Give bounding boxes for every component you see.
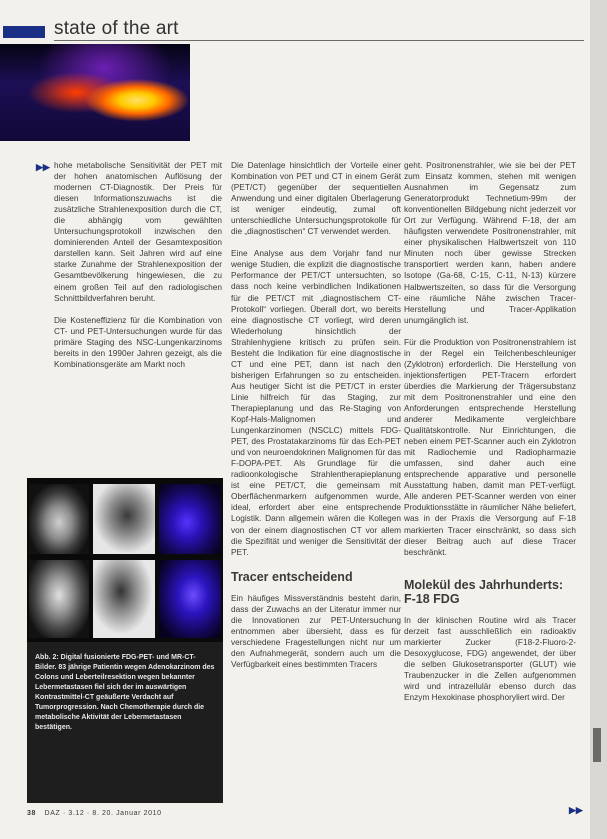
figure-caption-box — [27, 642, 223, 803]
paragraph: Die Datenlage hinsichtlich der Vorteile einer Kombination von PET und CT in einem Gerät (PET/CT) gegenüber der sequentiellen Anwendung und einer digitalen Überlagerung ist weniger eindeutig, zumal oft unterschiedliche Untersuchungsprotokolle für die „diagnostischen“ CT verwendet werden. — [231, 160, 401, 237]
subheading-fdg: Molekül des Jahrhunderts: F-18 FDG — [404, 577, 564, 606]
text-column-2 — [231, 160, 401, 681]
next-page-arrow-icon: ▶▶ — [569, 805, 583, 815]
text-column-3 — [404, 160, 576, 714]
paragraph: Für die Produktion von Positronenstrahlern ist in der Regel ein Teilchenbeschleuniger (Zyklotron) erforderlich. Die Herstellung von injektionsfertigen PET-Tracern erfordert überdies die Markierung der Trägersubstanz mit dem Positronenstrahler und eine den Anforderungen entsprechende Herstellung anderer Medikamente vergleichbare Qualitätskontrolle. Nur Einrichtungen, die neben einem PET-Scanner auch ein Zyklotron mit Radiochemie und Radiopharmazie umfassen, sind daher auch eine entsprechende apparative und personelle Ausstattung haben, damit man PET-verfügt. Alle anderen PET-Scanner werden von einer Produktionsstätte in räumlicher Nähe beliefert, was in der Praxis die Versorgung auf F-18 markierten Tracer einschränkt, so dass sich dieser Beitrag auch auf diese Tracer beschränkt. — [404, 336, 576, 557]
page-number: 38 — [27, 810, 36, 817]
fusion-scan-image — [159, 560, 221, 638]
ct-scan-image — [29, 484, 89, 554]
paragraph: Eine Analyse aus dem Vorjahr fand nur wenige Studien, die explizit die diagnostische Performance der PET/CT untersuchten, so dass noch keine verbindlichen Indikationen für die PET/CT mit „diagnostischem CT-Protokoll“ vorliegen. Überall dort, wo bereits eine diagnostische CT vorliegt, wird deren Wiederholung hinsichtlich der Strahlenhygiene kritisch zu prüfen sein. Besteht die Indikation für eine diagnostische CT und eine PET, dann ist nach den bisherigen Erfahrungen so zu entscheiden. Aus heutiger Sicht ist die PET/CT in erster Linie hilfreich für das Staging, zur Therapieplanung und das Re-Staging von Kopf-Hals-Malignomen und Lungenkarzinomen (NSCLC) mittels FDG-PET, des Prostatakarzinoms für das Ech-PET und von neuroendokrinen Malignomen für das F-DOPA-PET. Als Grundlage für die radioonkologische Strahlentherapieplanung ist eine PET/CT, die gemeinsam mit Oberflächenmarkern aufgenommen wurde, ideal, erfordert aber eine entsprechende Logistik. Dann allgemein wären die Kollegen von der einem diagnostischen CT vor allem die Spezifität und weniger die Sensitivität der PET. — [231, 248, 401, 557]
ct-scan-image — [29, 560, 89, 638]
paragraph: Ein häufiges Missverständnis besteht darin, dass der Zuwachs an der Literatur immer nur die Innovationen zur PET-Untersuchung entnommen aber übersieht, dass es für verschiedene Fragestellungen nicht nur um den Aufnahmegerät, sondern auch um die Verfügbarkeit eines bestimmten Tracers — [231, 592, 401, 669]
figure-caption: Abb. 2: Digital fusionierte FDG-PET- und MR-CT-Bilder. 83 jährige Patientin wegen Adenokarzinom des Colons und Leberteilresektion wegen bekannter Lebermetastasen fiel sich der im auswärtigen Kontrastmittel-CT geäußerte Verdacht auf Tumorprogression. Nach Chemotherapie durch die metabolische Aktivität der Lebermetastasen bestätigen. — [35, 654, 215, 731]
section-title: state of the art — [54, 18, 179, 39]
paragraph: In der klinischen Routine wird als Tracer derzeit fast ausschließlich ein radioaktiv markierter Zucker (F18-2-Fluoro-2-Desoxyglucose, FDG) angewendet, der über die selben Glukosetransporter (GLUT) wie Traubenzucker in die Zellen aufgenommen wird und intrazellulär ebenso durch das Enzym Hexokinase phosphoryliert wird. Der — [404, 614, 576, 702]
section-header — [0, 0, 590, 42]
scan-figure-grid — [27, 478, 223, 642]
continue-arrow-icon: ▶▶ — [36, 162, 50, 172]
pet-scan-image — [93, 560, 155, 638]
fusion-scan-image — [159, 484, 221, 554]
paragraph: hohe metabolische Sensitivität der PET mit der hohen anatomischen Auflösung der modernen CT-Diagnostik. Der Preis für diesen Informationszuwachs ist die zusätzliche Strahlenexposition durch die CT, die abhängig vom gewählten Untersuchungsprotokoll inzwischen den dominierenden Anteil der Gesamtexposition darstellen kann. Seit Jahren wird auf eine starke Zunahme der Strahlenexposition der Gesamtbevölkerung hingewiesen, die zu einem großen Teil auf den radiologischen Schnittbildverfahren beruht. — [54, 160, 222, 303]
page-footer — [27, 810, 162, 817]
section-color-bar — [3, 26, 45, 38]
paragraph: Die Kosteneffizienz für die Kombination von CT- und PET-Untersuchungen wurde für das primäre Staging des NSC-Lungenkarzinoms bereits in den 1990er Jahren gezeigt, als die Kombinationsgeräte am Markt noch — [54, 314, 222, 369]
subheading-tracer: Tracer entscheidend — [231, 569, 353, 584]
issue-info: DAZ · 3.12 · 8. 20. Januar 2010 — [44, 810, 162, 817]
text-column-1 — [54, 160, 222, 381]
header-rule — [54, 40, 584, 41]
facing-page-edge — [590, 0, 607, 839]
pet-scan-image-top — [0, 44, 190, 141]
edge-mark — [593, 728, 601, 762]
paragraph: geht. Positronenstrahler, wie sie bei der PET zum Einsatz kommen, stehen mit wenigen Ausnahmen im Gegensatz zum Generatorprodukt Technetium-99m der konventionellen Bildgebung nicht jederzeit vor Ort zur Verfügung. Während F-18, der am häufigsten verwendete Positronenstrahler, mit einer physikalischen Halbwertszeit von 110 Minuten noch über gewisse Strecken transportiert werden kann, haben andere Isotope (Ga-68, C-15, C-11, N-13) kürzere Halbwertszeiten, so dass für die Versorgung eine räumliche Nähe zwischen Tracer-Herstellung und Tracer-Applikation unumgänglich ist. — [404, 160, 576, 325]
pet-scan-image — [93, 484, 155, 554]
